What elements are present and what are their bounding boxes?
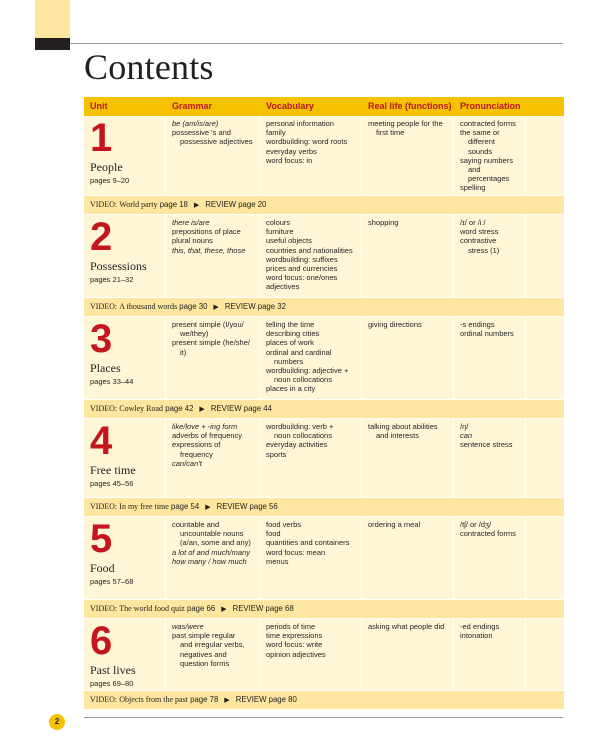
video-title: World party xyxy=(119,200,158,209)
vocabulary-item: numbers xyxy=(274,356,304,366)
pronunciation-item: contracted forms xyxy=(460,529,516,539)
unit-number: 1 xyxy=(90,116,113,160)
grammar-cell xyxy=(166,619,260,690)
unit-pages: pages 69–80 xyxy=(90,679,134,688)
grammar-item: and irregular verbs, xyxy=(180,640,245,650)
video-page: page 66 xyxy=(187,604,216,613)
pronunciation-item: and percentages xyxy=(468,165,510,184)
pronunciation-item: different sounds xyxy=(468,137,495,156)
reallife-cell xyxy=(362,517,454,599)
vocabulary-item: sports xyxy=(266,449,287,459)
vocabulary-cell xyxy=(260,116,362,195)
extra-cell xyxy=(526,317,564,399)
reallife-item: asking what people did xyxy=(368,622,445,631)
pronunciation-item: stress (1) xyxy=(468,245,500,255)
reallife-item: shopping xyxy=(368,218,399,227)
video-page: page 42 xyxy=(165,404,194,413)
grammar-item: countable and xyxy=(172,520,220,529)
pronunciation-item: word stress xyxy=(460,227,499,237)
video-review-band xyxy=(84,400,564,419)
vocabulary-item: opinion adjectives xyxy=(266,649,326,659)
table-header xyxy=(84,97,564,116)
vocabulary-item: furniture xyxy=(266,227,294,237)
video-label: VIDEO: xyxy=(90,604,118,613)
vocabulary-item: family xyxy=(266,128,286,138)
unit-name: People xyxy=(90,160,123,174)
vocabulary-item: noun collocations xyxy=(274,375,332,385)
review-page: page 68 xyxy=(265,604,294,613)
video-title: In my free time xyxy=(119,502,169,511)
arrow-right-icon: ▶ xyxy=(213,304,219,311)
grammar-item: past simple regular xyxy=(172,631,236,641)
grammar-item: it) xyxy=(180,347,187,357)
arrow-right-icon: ▶ xyxy=(224,697,230,704)
review-page: page 56 xyxy=(249,502,278,511)
unit-cell xyxy=(84,116,166,195)
grammar-item: we/they) xyxy=(180,329,209,339)
vocabulary-cell xyxy=(260,419,362,497)
vocabulary-item: food xyxy=(266,529,281,539)
grammar-item: plural nouns xyxy=(172,236,213,246)
vocabulary-item: wordbuilding: word roots xyxy=(266,137,348,147)
video-page: page 78 xyxy=(190,695,219,704)
unit-pages: pages 57–68 xyxy=(90,577,134,586)
top-rule xyxy=(70,43,563,44)
reallife-cell xyxy=(362,317,454,399)
video-review-band xyxy=(84,600,564,619)
pronunciation-item: can xyxy=(460,431,473,441)
header-vocabulary: Vocabulary xyxy=(266,101,314,111)
header-real-life: Real life (functions) xyxy=(368,101,452,111)
vocabulary-item: word focus: in xyxy=(266,155,313,165)
unit-cell xyxy=(84,215,166,297)
vocabulary-item: word focus: write xyxy=(266,640,323,650)
video-label: VIDEO: xyxy=(90,200,118,209)
grammar-item: be (am/is/are) xyxy=(172,119,219,128)
grammar-item: present simple (I/you/ xyxy=(172,320,244,329)
pronunciation-item: contracted forms xyxy=(460,119,516,128)
grammar-item: like/love + -ing form xyxy=(172,422,238,431)
header-grammar: Grammar xyxy=(172,101,213,111)
vocabulary-item: places of work xyxy=(266,338,314,348)
unit-cell xyxy=(84,317,166,399)
units-list xyxy=(84,116,564,710)
video-review-band xyxy=(84,298,564,317)
unit-row xyxy=(84,116,564,196)
video-label: VIDEO: xyxy=(90,302,118,311)
unit-pages: pages 45–56 xyxy=(90,479,134,488)
unit-name: Food xyxy=(90,561,115,575)
grammar-item: possessive adjectives xyxy=(180,137,253,147)
grammar-item: (a/an, some and any) xyxy=(180,538,251,548)
video-review-band xyxy=(84,691,564,710)
review-page: page 32 xyxy=(257,302,286,311)
review-page: page 80 xyxy=(268,695,297,704)
grammar-item: prepositions of place xyxy=(172,227,241,237)
reallife-item: talking about abilities xyxy=(368,422,438,431)
grammar-item: question forms xyxy=(180,658,230,668)
pronunciation-cell xyxy=(454,619,526,690)
reallife-item: meeting people for the xyxy=(368,119,443,128)
unit-row xyxy=(84,317,564,400)
pronunciation-item: ordinal numbers xyxy=(460,329,514,339)
video-review-band xyxy=(84,196,564,215)
pronunciation-item: intonation xyxy=(460,631,493,641)
pronunciation-cell xyxy=(454,517,526,599)
unit-number: 3 xyxy=(90,317,113,361)
grammar-item: present simple (he/she/ xyxy=(172,338,250,348)
page-title: Contents xyxy=(84,47,214,87)
pronunciation-cell xyxy=(454,419,526,497)
arrow-right-icon: ▶ xyxy=(221,606,227,613)
reallife-item: ordering a meal xyxy=(368,520,421,529)
unit-number: 2 xyxy=(90,215,113,259)
review-page: page 44 xyxy=(243,404,272,413)
review-label: REVIEW xyxy=(205,200,237,209)
grammar-cell xyxy=(166,517,260,599)
unit-number: 5 xyxy=(90,517,113,561)
video-title: Cowley Road xyxy=(119,404,164,413)
pronunciation-item: /tʃ/ or /dʒ/ xyxy=(460,520,492,529)
unit-name: Free time xyxy=(90,463,136,477)
arrow-right-icon: ▶ xyxy=(205,504,211,511)
reallife-cell xyxy=(362,419,454,497)
video-title: The world food quiz xyxy=(119,604,185,613)
unit-pages: pages 21–32 xyxy=(90,275,134,284)
vocabulary-item: periods of time xyxy=(266,622,316,631)
reallife-cell xyxy=(362,215,454,297)
video-title: A thousand words xyxy=(119,302,178,311)
vocabulary-item: time expressions xyxy=(266,631,323,641)
grammar-cell xyxy=(166,116,260,195)
unit-name: Places xyxy=(90,361,121,375)
unit-pages: pages 9–20 xyxy=(90,176,130,185)
grammar-item: frequency xyxy=(180,449,213,459)
reallife-item: giving directions xyxy=(368,320,422,329)
vocabulary-item: ordinal and cardinal xyxy=(266,347,332,357)
grammar-item: a lot of and much/many xyxy=(172,547,250,557)
grammar-item: adverbs of frequency xyxy=(172,431,243,441)
vocabulary-item: personal information xyxy=(266,119,334,128)
grammar-item: expressions of xyxy=(172,440,221,450)
pronunciation-cell xyxy=(454,116,526,195)
vocabulary-item: food verbs xyxy=(266,520,302,529)
vocabulary-item: wordbuilding: suffixes xyxy=(266,254,338,264)
pronunciation-item: the same or xyxy=(460,128,500,138)
vocabulary-cell xyxy=(260,517,362,599)
review-label: REVIEW xyxy=(232,604,264,613)
vocabulary-item: noun collocations xyxy=(274,431,332,441)
reallife-item: and interests xyxy=(376,431,419,441)
video-title: Objects from the past xyxy=(119,695,188,704)
unit-cell xyxy=(84,419,166,497)
extra-cell xyxy=(526,215,564,297)
pronunciation-item: /ɪ/ or /iː/ xyxy=(460,218,486,227)
grammar-item: can/can't xyxy=(172,458,202,468)
arrow-right-icon: ▶ xyxy=(193,202,200,209)
review-page: page 20 xyxy=(238,200,267,209)
pronunciation-item: /ŋ/ xyxy=(460,422,469,431)
page-number: 2 xyxy=(49,714,65,730)
grammar-item: there is/are xyxy=(172,218,210,227)
unit-name: Possessions xyxy=(90,259,147,273)
video-page: page 54 xyxy=(171,502,200,511)
unit-cell xyxy=(84,619,166,690)
vocabulary-item: word focus: mean xyxy=(266,547,326,557)
header-extra xyxy=(526,97,564,116)
header-pronunciation: Pronunciation xyxy=(460,101,521,111)
unit-row xyxy=(84,619,564,691)
vocabulary-item: telling the time xyxy=(266,320,315,329)
header-unit: Unit xyxy=(90,101,108,111)
vocabulary-item: countries and nationalities xyxy=(266,245,353,255)
grammar-cell xyxy=(166,419,260,497)
vocabulary-item: everyday activities xyxy=(266,440,328,450)
corner-tab-yellow xyxy=(35,0,70,38)
reallife-cell xyxy=(362,619,454,690)
vocabulary-cell xyxy=(260,317,362,399)
vocabulary-item: places in a city xyxy=(266,384,316,394)
grammar-item: possessive 's and xyxy=(172,128,231,138)
contents-table xyxy=(84,97,564,710)
review-label: REVIEW xyxy=(216,502,248,511)
pronunciation-item: sentence stress xyxy=(460,440,513,450)
vocabulary-item: word focus: one/ones xyxy=(266,273,338,283)
unit-number: 6 xyxy=(90,619,113,663)
review-label: REVIEW xyxy=(235,695,267,704)
grammar-cell xyxy=(166,317,260,399)
grammar-item: how many / how much xyxy=(172,556,247,566)
vocabulary-item: menus xyxy=(266,556,289,566)
review-label: REVIEW xyxy=(210,404,242,413)
unit-row xyxy=(84,419,564,498)
extra-cell xyxy=(526,619,564,690)
vocabulary-item: wordbuilding: adjective + xyxy=(266,366,349,376)
pronunciation-cell xyxy=(454,215,526,297)
extra-cell xyxy=(526,517,564,599)
grammar-item: uncountable nouns xyxy=(180,529,244,539)
review-label: REVIEW xyxy=(224,302,256,311)
vocabulary-item: describing cities xyxy=(266,329,320,339)
pronunciation-item: saying numbers xyxy=(460,155,513,165)
vocabulary-item: prices and currencies xyxy=(266,264,338,274)
grammar-item: this, that, these, those xyxy=(172,245,246,255)
unit-row xyxy=(84,215,564,298)
vocabulary-item: adjectives xyxy=(266,282,300,292)
video-label: VIDEO: xyxy=(90,404,118,413)
grammar-cell xyxy=(166,215,260,297)
pronunciation-item: -ed endings xyxy=(460,622,500,631)
vocabulary-item: colours xyxy=(266,218,291,227)
pronunciation-item: spelling xyxy=(460,183,486,193)
vocabulary-item: quantities and containers xyxy=(266,538,350,548)
video-page: page 30 xyxy=(179,302,208,311)
bottom-rule xyxy=(84,717,563,718)
extra-cell xyxy=(526,419,564,497)
unit-row xyxy=(84,517,564,600)
video-label: VIDEO: xyxy=(90,502,118,511)
reallife-cell xyxy=(362,116,454,195)
grammar-item: was/were xyxy=(172,622,204,631)
vocabulary-cell xyxy=(260,215,362,297)
video-page: page 18 xyxy=(159,200,188,209)
pronunciation-item: contrastive xyxy=(460,236,497,246)
grammar-item: negatives and xyxy=(180,649,227,659)
extra-cell xyxy=(526,116,564,195)
unit-number: 4 xyxy=(90,419,113,463)
corner-tab-black xyxy=(35,38,70,50)
video-label: VIDEO: xyxy=(90,695,118,704)
vocabulary-item: everyday verbs xyxy=(266,146,317,156)
unit-pages: pages 33–44 xyxy=(90,377,134,386)
video-review-band xyxy=(84,498,564,517)
unit-cell xyxy=(84,517,166,599)
vocabulary-item: useful objects xyxy=(266,236,312,246)
pronunciation-item: -s endings xyxy=(460,320,495,329)
arrow-right-icon: ▶ xyxy=(199,406,205,413)
unit-name: Past lives xyxy=(90,663,136,677)
reallife-item: first time xyxy=(376,128,405,138)
pronunciation-cell xyxy=(454,317,526,399)
vocabulary-item: wordbuilding: verb + xyxy=(266,422,334,431)
vocabulary-cell xyxy=(260,619,362,690)
